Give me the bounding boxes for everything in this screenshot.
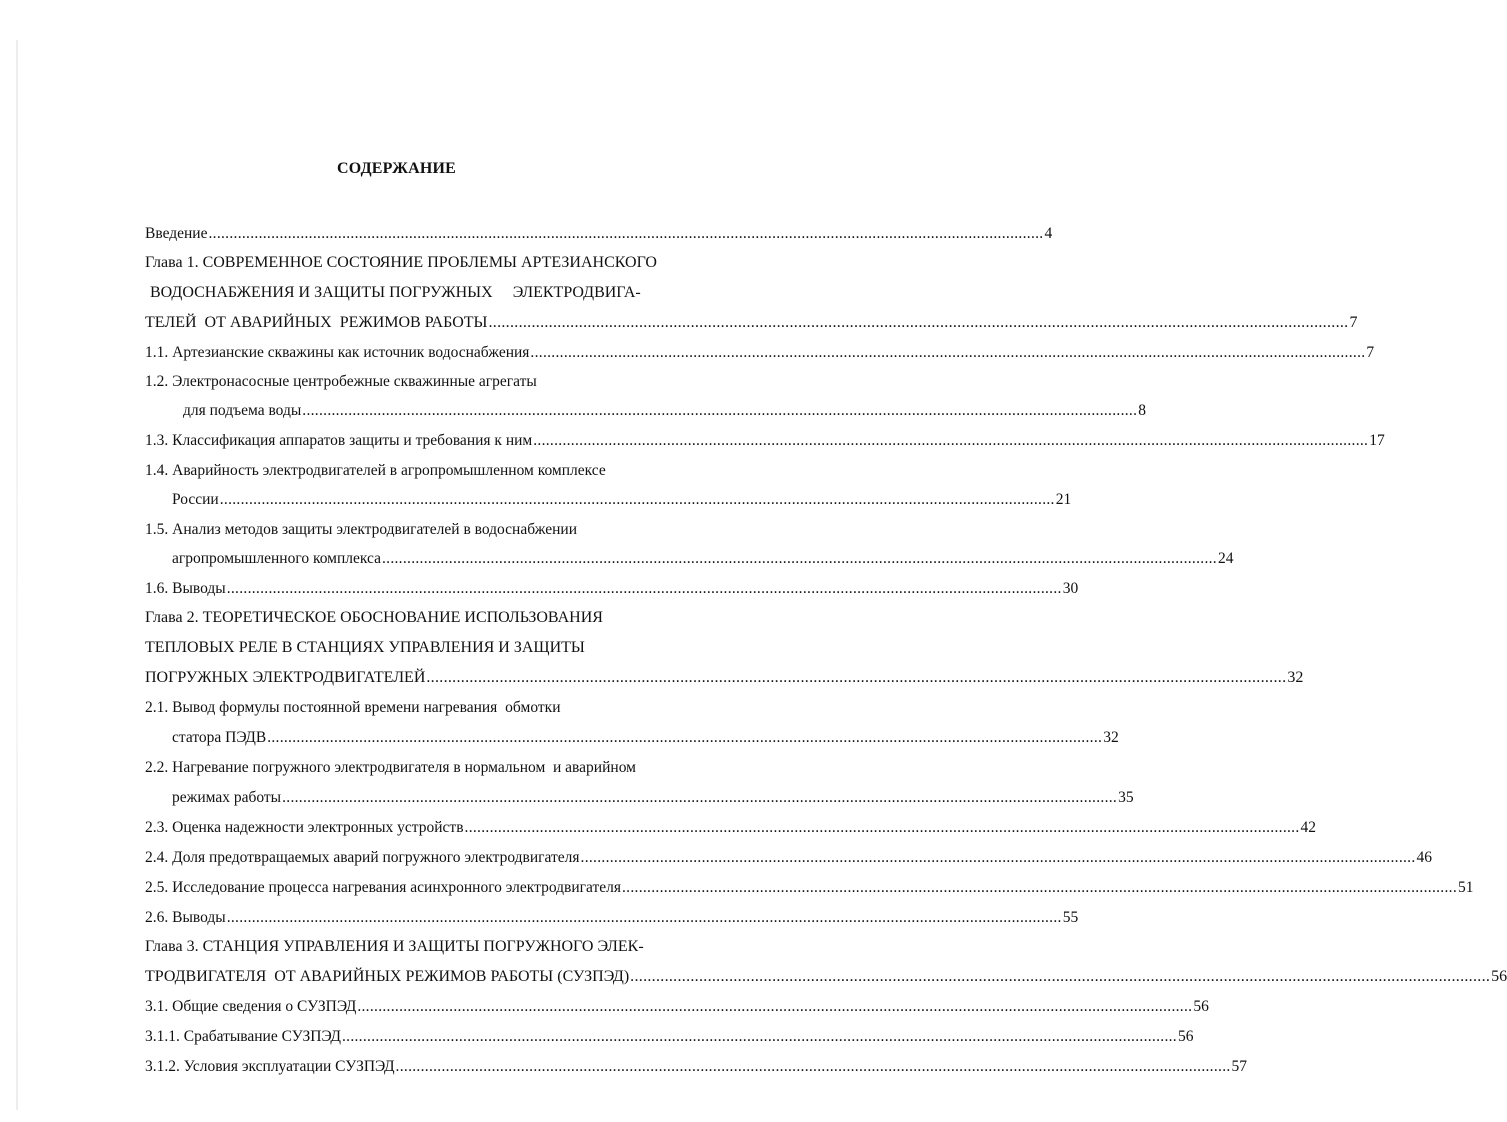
toc-leader-dots: ........................................................................................................................................................................................................ xyxy=(381,550,1217,567)
toc-leader-dots: ........................................................................................................................................................................................................ xyxy=(267,729,1103,746)
toc-entry-1-2-line-2 xyxy=(183,401,1147,421)
toc-leader-dots: ........................................................................................................................................................................................................ xyxy=(357,998,1193,1015)
toc-chapter-1-line-3 xyxy=(145,313,1358,333)
toc-chapter-2-line-2: ТЕПЛОВЫХ РЕЛЕ В СТАНЦИЯХ УПРАВЛЕНИЯ И ЗАЩИТЫ xyxy=(145,639,585,656)
toc-page-number: 32 xyxy=(1103,729,1119,746)
toc-entry-text: 2.3. Оценка надежности электронных устройств xyxy=(145,819,464,836)
toc-page-number: 21 xyxy=(1055,491,1072,508)
toc-entry-2-3 xyxy=(145,818,1317,838)
toc-leader-dots: ........................................................................................................................................................................................................ xyxy=(341,1028,1177,1045)
scan-edge-shadow xyxy=(16,40,18,1110)
toc-chapter-1-line-1: Глава 1. СОВРЕМЕННОЕ СОСТОЯНИЕ ПРОБЛЕМЫ АРТЕЗИАНСКОГО xyxy=(145,254,657,271)
toc-page-number: 17 xyxy=(1369,432,1385,449)
toc-leader-dots: ........................................................................................................................................................................................................ xyxy=(530,344,1366,361)
toc-entry-2-5 xyxy=(145,878,1474,898)
toc-entry-text: Введение xyxy=(145,225,208,242)
toc-page-number: 57 xyxy=(1231,1058,1248,1075)
toc-entry-3-1-1 xyxy=(145,1027,1194,1047)
toc-entry-2-1-line-1: 2.1. Вывод формулы постоянной времени нагревания обмотки xyxy=(145,699,561,716)
toc-entry-2-4 xyxy=(145,848,1433,868)
toc-page-number: 24 xyxy=(1217,550,1234,567)
toc-leader-dots: ........................................................................................................................................................................................................ xyxy=(533,432,1369,449)
toc-entry-text: 3.1.1. Срабатывание СУЗПЭД xyxy=(145,1028,341,1045)
toc-chapter-3-line-2 xyxy=(145,967,1507,987)
toc-leader-dots: ........................................................................................................................................................................................................ xyxy=(208,225,1044,242)
toc-entry-1-4-line-2 xyxy=(172,490,1072,510)
toc-page-number: 4 xyxy=(1044,225,1053,242)
toc-entry-text: 2.6. Выводы xyxy=(145,909,226,926)
toc-page-number: 7 xyxy=(1349,314,1358,331)
toc-entry-1-2-line-1: 1.2. Электронасосные центробежные скважинные агрегаты xyxy=(145,373,537,390)
toc-page-number: 55 xyxy=(1062,909,1079,926)
toc-leader-dots: ........................................................................................................................................................................................................ xyxy=(488,314,1349,331)
toc-chapter-2-line-1: Глава 2. ТЕОРЕТИЧЕСКОЕ ОБОСНОВАНИЕ ИСПОЛЬЗОВАНИЯ xyxy=(145,609,603,626)
toc-entry-1-5-line-2 xyxy=(172,549,1234,569)
toc-page-number: 56 xyxy=(1177,1028,1194,1045)
toc-entry-text: 2.4. Доля предотвращаемых аварий погружного электродвигателя xyxy=(145,849,580,866)
toc-entry-text: 1.1. Артезианские скважины как источник водоснабжения xyxy=(145,344,530,361)
toc-entry-1-4-line-1: 1.4. Аварийность электродвигателей в агропромышленном комплексе xyxy=(145,462,606,479)
toc-chapter-3-line-1: Глава 3. СТАНЦИЯ УПРАВЛЕНИЯ И ЗАЩИТЫ ПОГРУЖНОГО ЭЛЕК- xyxy=(145,938,644,955)
toc-page-number: 46 xyxy=(1416,849,1433,866)
toc-entry-text: 3.1. Общие сведения о СУЗПЭД xyxy=(145,998,357,1015)
toc-leader-dots: ........................................................................................................................................................................................................ xyxy=(426,669,1287,686)
toc-entry-3-1-2 xyxy=(145,1057,1248,1077)
toc-leader-dots: ........................................................................................................................................................................................................ xyxy=(630,968,1491,985)
toc-leader-dots: ........................................................................................................................................................................................................ xyxy=(464,819,1300,836)
toc-leader-dots: ........................................................................................................................................................................................................ xyxy=(580,849,1416,866)
toc-entry-2-2-line-1: 2.2. Нагревание погружного электродвигателя в нормальном и аварийном xyxy=(145,759,636,776)
toc-entry-1-6 xyxy=(145,579,1079,599)
toc-entry-text: 1.6. Выводы xyxy=(145,580,226,597)
toc-page-number: 56 xyxy=(1193,998,1209,1015)
toc-entry-text: 3.1.2. Условия эксплуатации СУЗПЭД xyxy=(145,1058,395,1075)
toc-entry-text: ТРОДВИГАТЕЛЯ ОТ АВАРИЙНЫХ РЕЖИМОВ РАБОТЫ (СУЗПЭД) xyxy=(145,968,630,985)
toc-entry-text: статора ПЭДВ xyxy=(172,729,267,746)
toc-entry-text: 2.5. Исследование процесса нагревания асинхронного электродвигателя xyxy=(145,879,621,896)
toc-page-number: 42 xyxy=(1300,819,1317,836)
toc-entry-1-5-line-1: 1.5. Анализ методов защиты электродвигателей в водоснабжении xyxy=(145,521,578,538)
toc-entry-text: ТЕЛЕЙ ОТ АВАРИЙНЫХ РЕЖИМОВ РАБОТЫ xyxy=(145,314,488,331)
toc-entry-3-1 xyxy=(145,997,1209,1017)
page-title: СОДЕРЖАНИЕ xyxy=(336,160,457,177)
toc-entry-2-2-line-2 xyxy=(172,788,1134,808)
toc-page-number: 8 xyxy=(1138,402,1147,419)
toc-leader-dots: ........................................................................................................................................................................................................ xyxy=(226,909,1062,926)
toc-entry-text: для подъема воды xyxy=(183,402,302,419)
toc-entry-text: режимах работы xyxy=(172,789,282,806)
toc-leader-dots: ........................................................................................................................................................................................................ xyxy=(302,402,1138,419)
toc-page-number: 30 xyxy=(1062,580,1079,597)
toc-entry-intro xyxy=(145,224,1053,244)
toc-page-number: 35 xyxy=(1118,789,1134,806)
toc-page-number: 56 xyxy=(1491,968,1507,985)
toc-entry-text: 1.3. Классификация аппаратов защиты и требования к ним xyxy=(145,432,533,449)
toc-entry-text: агропромышленного комплекса xyxy=(172,550,381,567)
toc-entry-2-6 xyxy=(145,908,1079,928)
toc-chapter-1-line-2: ВОДОСНАБЖЕНИЯ И ЗАЩИТЫ ПОГРУЖНЫХ ЭЛЕКТРОДВИГА- xyxy=(150,284,641,301)
toc-leader-dots: ........................................................................................................................................................................................................ xyxy=(219,491,1055,508)
toc-page-number: 51 xyxy=(1458,879,1474,896)
toc-entry-1-3 xyxy=(145,431,1385,451)
toc-page-number: 32 xyxy=(1287,669,1304,686)
toc-entry-1-1 xyxy=(145,343,1375,363)
toc-leader-dots: ........................................................................................................................................................................................................ xyxy=(282,789,1118,806)
toc-chapter-2-line-3 xyxy=(145,668,1304,688)
toc-leader-dots: ........................................................................................................................................................................................................ xyxy=(395,1058,1231,1075)
toc-entry-text: ПОГРУЖНЫХ ЭЛЕКТРОДВИГАТЕЛЕЙ xyxy=(145,669,426,686)
toc-leader-dots: ........................................................................................................................................................................................................ xyxy=(226,580,1062,597)
toc-page-number: 7 xyxy=(1366,344,1375,361)
toc-entry-text: России xyxy=(172,491,219,508)
toc-entry-2-1-line-2 xyxy=(172,728,1119,748)
toc-leader-dots: ........................................................................................................................................................................................................ xyxy=(622,879,1457,896)
